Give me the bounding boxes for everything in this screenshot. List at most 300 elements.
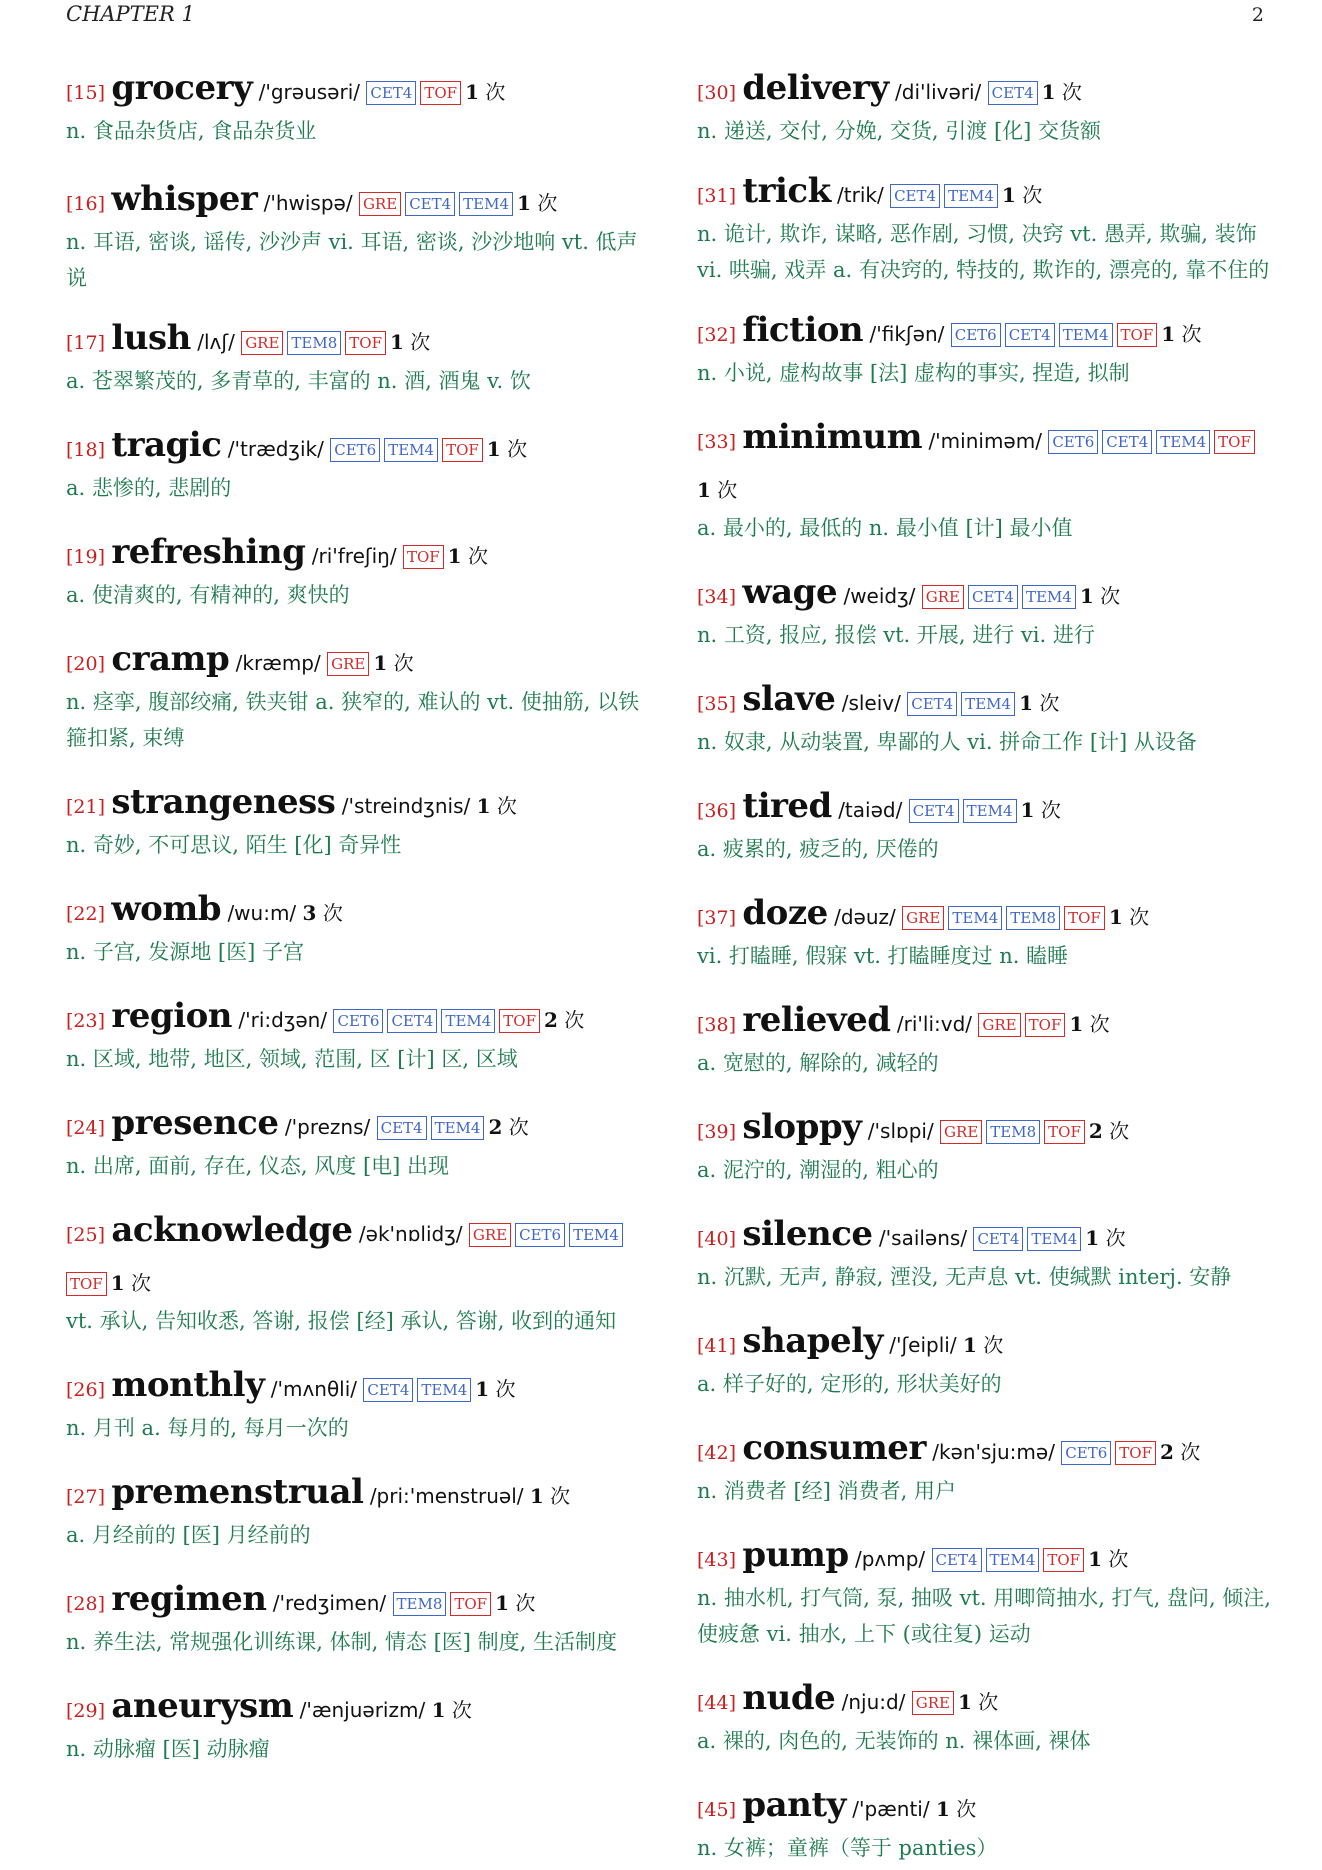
headword: pump <box>742 1535 849 1575</box>
entry-headline <box>66 64 640 117</box>
exam-tag: CET4 <box>890 184 940 208</box>
frequency-count <box>1161 322 1201 346</box>
definition: n. 消费者 [经] 消费者, 用户 <box>697 1479 956 1503</box>
frequency-unit: 次 <box>495 1377 516 1401</box>
headword: regimen <box>111 1579 267 1619</box>
pronunciation: /ək'nɒlidʒ/ <box>358 1222 463 1246</box>
vocab-entry <box>66 1575 640 1660</box>
definition: n. 抽水机, 打气筒, 泵, 抽吸 vt. 用唧筒抽水, 打气, 盘问, 倾注, 使疲惫 vi. 抽水, 上下 (或往复) 运动 <box>697 1586 1271 1646</box>
exam-tag: CET6 <box>333 1009 383 1033</box>
definition: n. 诡计, 欺诈, 谋略, 恶作剧, 习惯, 决窍 vt. 愚弄, 欺骗, 装饰 vi. 哄骗, 戏弄 a. 有决窍的, 特技的, 欺诈的, 漂亮的, 靠不住的 <box>697 222 1270 282</box>
pronunciation: /'ænjuərizm/ <box>299 1698 426 1722</box>
frequency-number: 1 <box>486 437 501 461</box>
frequency-count <box>303 901 343 925</box>
vocab-entry <box>66 885 640 970</box>
entry-index: [33] <box>697 431 737 453</box>
frequency-count <box>517 191 557 215</box>
pronunciation: /sleiv/ <box>841 691 901 715</box>
frequency-count <box>390 330 430 354</box>
frequency-number: 1 <box>1001 183 1016 207</box>
exam-tag: TOF <box>450 1592 491 1616</box>
frequency-count <box>1088 1547 1128 1571</box>
exam-tag: TEM4 <box>441 1009 495 1033</box>
definition: n. 区域, 地带, 地区, 领域, 范围, 区 [计] 区, 区域 <box>66 1047 518 1071</box>
pronunciation: /'sailəns/ <box>878 1226 968 1250</box>
entry-index: [24] <box>66 1117 106 1139</box>
vocab-entry <box>697 1781 1272 1866</box>
frequency-unit: 次 <box>983 1333 1004 1357</box>
exam-tag: CET4 <box>907 692 957 716</box>
entry-headline <box>66 314 640 367</box>
frequency-count <box>963 1333 1003 1357</box>
entry-index: [20] <box>66 653 106 675</box>
definition: n. 食品杂货店, 食品杂货业 <box>66 119 317 143</box>
frequency-count <box>1069 1012 1109 1036</box>
frequency-count <box>544 1008 584 1032</box>
frequency-count <box>958 1690 998 1714</box>
frequency-count <box>465 80 505 104</box>
vocab-entry <box>66 175 640 296</box>
entry-index: [28] <box>66 1593 106 1615</box>
entry-index: [17] <box>66 332 106 354</box>
exam-tag: GRE <box>327 652 369 676</box>
exam-tag: CET4 <box>968 585 1018 609</box>
headword: wage <box>742 572 838 612</box>
frequency-count <box>448 544 488 568</box>
frequency-count <box>1021 798 1061 822</box>
exam-tag: TOF <box>1214 430 1255 454</box>
definition: a. 苍翠繁茂的, 多青草的, 丰富的 n. 酒, 酒鬼 v. 饮 <box>66 369 531 393</box>
frequency-count <box>475 1377 515 1401</box>
definition: a. 裸的, 肉色的, 无装饰的 n. 裸体画, 裸体 <box>697 1729 1091 1753</box>
entry-headline <box>697 1781 1272 1834</box>
frequency-unit: 次 <box>717 478 738 502</box>
headword: fiction <box>742 310 864 350</box>
frequency-unit: 次 <box>1105 1226 1126 1250</box>
vocab-entry <box>66 314 640 399</box>
vocab-entry <box>697 167 1272 288</box>
entry-index: [16] <box>66 193 106 215</box>
definition: a. 悲惨的, 悲剧的 <box>66 476 232 500</box>
definition: n. 女裤；童裤（等于 panties） <box>697 1836 998 1860</box>
pronunciation: /'pænti/ <box>852 1797 930 1821</box>
frequency-number: 1 <box>958 1690 972 1714</box>
pronunciation: /trik/ <box>837 183 884 207</box>
frequency-number: 1 <box>1069 1012 1084 1036</box>
exam-tag: TEM4 <box>431 1116 485 1140</box>
vocab-entry <box>697 1531 1272 1652</box>
exam-tag: TEM4 <box>948 906 1002 930</box>
frequency-unit: 次 <box>507 437 528 461</box>
definition: vi. 打瞌睡, 假寐 vt. 打瞌睡度过 n. 瞌睡 <box>697 944 1069 968</box>
definition: n. 沉默, 无声, 静寂, 湮没, 无声息 vt. 使缄默 interj. 安静 <box>697 1265 1232 1289</box>
pronunciation: /'prezns/ <box>284 1115 371 1139</box>
exam-tag: CET4 <box>909 799 959 823</box>
definition: n. 递送, 交付, 分娩, 交货, 引渡 [化] 交货额 <box>697 119 1102 143</box>
definition: a. 最小的, 最低的 n. 最小值 [计] 最小值 <box>697 516 1073 540</box>
exam-tag: TEM4 <box>569 1223 623 1247</box>
frequency-unit: 次 <box>1181 322 1202 346</box>
headword: slave <box>742 679 836 719</box>
exam-tag: TOF <box>1117 323 1158 347</box>
pronunciation: /pʌmp/ <box>854 1547 926 1571</box>
frequency-number: 1 <box>110 1271 125 1295</box>
pronunciation: /lʌʃ/ <box>197 330 235 354</box>
vocab-entry <box>66 1099 640 1184</box>
entry-headline <box>697 782 1272 835</box>
entry-index: [43] <box>697 1549 737 1571</box>
vocab-entry <box>697 889 1272 974</box>
frequency-unit: 次 <box>1040 798 1061 822</box>
entry-headline <box>66 1575 640 1628</box>
frequency-count <box>495 1591 535 1615</box>
entry-headline <box>697 1317 1272 1370</box>
exam-tag: TEM4 <box>1156 430 1210 454</box>
headword: nude <box>742 1678 836 1718</box>
frequency-unit: 次 <box>1039 691 1060 715</box>
frequency-count <box>530 1484 570 1508</box>
pronunciation: /'trædʒik/ <box>227 437 324 461</box>
definition: n. 月刊 a. 每月的, 每月一次的 <box>66 1416 349 1440</box>
vocab-entry <box>66 992 640 1077</box>
definition: a. 月经前的 [医] 月经前的 <box>66 1523 311 1547</box>
headword: grocery <box>111 68 253 108</box>
pronunciation: /di'livəri/ <box>895 80 982 104</box>
entry-headline <box>66 175 640 228</box>
vocab-entry <box>697 1317 1272 1402</box>
exam-tag: TEM8 <box>986 1120 1040 1144</box>
entry-index: [21] <box>66 796 106 818</box>
headword: whisper <box>111 179 258 219</box>
pronunciation: /ri'li:vd/ <box>896 1012 973 1036</box>
headword: lush <box>111 318 191 358</box>
frequency-unit: 次 <box>564 1008 585 1032</box>
definition: n. 工资, 报应, 报偿 vt. 开展, 进行 vi. 进行 <box>697 623 1095 647</box>
exam-tag: TEM4 <box>944 184 998 208</box>
exam-tag: TEM4 <box>417 1378 471 1402</box>
entry-headline <box>697 306 1272 359</box>
exam-tag: TOF <box>1064 906 1105 930</box>
exam-tag: TOF <box>442 438 483 462</box>
definition: n. 奴隶, 从动装置, 卑鄙的人 vi. 拼命工作 [计] 从设备 <box>697 730 1197 754</box>
exam-tag: CET4 <box>363 1378 413 1402</box>
exam-tag: GRE <box>940 1120 982 1144</box>
frequency-count <box>1042 80 1082 104</box>
entry-index: [45] <box>697 1799 737 1821</box>
vocab-entry <box>66 1468 640 1553</box>
pronunciation: /'hwispə/ <box>263 191 353 215</box>
vocab-entry <box>697 675 1272 760</box>
frequency-unit: 次 <box>1022 183 1043 207</box>
frequency-number: 2 <box>488 1115 503 1139</box>
vocab-entry <box>66 1361 640 1446</box>
frequency-unit: 次 <box>410 330 431 354</box>
exam-tag: CET4 <box>1102 430 1152 454</box>
left-column <box>66 64 640 1767</box>
entry-headline <box>66 992 640 1045</box>
headword: presence <box>111 1103 279 1143</box>
pronunciation: /'slɒpi/ <box>867 1119 934 1143</box>
frequency-unit: 次 <box>537 191 558 215</box>
pronunciation: /'redʒimen/ <box>272 1591 387 1615</box>
frequency-number: 1 <box>962 1333 977 1357</box>
pronunciation: /ri'freʃiŋ/ <box>311 544 397 568</box>
headword: delivery <box>742 68 889 108</box>
frequency-unit: 次 <box>1100 584 1121 608</box>
vocab-entry <box>697 996 1272 1081</box>
entry-headline <box>697 1531 1272 1584</box>
definition: n. 奇妙, 不可思议, 陌生 [化] 奇异性 <box>66 833 402 857</box>
exam-tag: TEM4 <box>963 799 1017 823</box>
headword: strangeness <box>111 782 336 822</box>
frequency-unit: 次 <box>1109 1119 1130 1143</box>
frequency-unit: 次 <box>1089 1012 1110 1036</box>
vocab-entry <box>66 1206 640 1339</box>
page-number: 2 <box>1251 4 1264 26</box>
frequency-number: 1 <box>1079 584 1094 608</box>
definition: n. 小说, 虚构故事 [法] 虚构的事实, 捏造, 拟制 <box>697 361 1130 385</box>
frequency-unit: 次 <box>508 1115 529 1139</box>
entry-index: [15] <box>66 82 106 104</box>
frequency-number: 1 <box>529 1484 544 1508</box>
frequency-count <box>1160 1440 1200 1464</box>
frequency-count <box>488 1115 528 1139</box>
frequency-number: 1 <box>431 1698 446 1722</box>
entry-index: [31] <box>697 185 737 207</box>
entry-index: [38] <box>697 1014 737 1036</box>
frequency-count <box>111 1271 151 1295</box>
frequency-number: 1 <box>1041 80 1056 104</box>
exam-tag: TOF <box>1044 1120 1085 1144</box>
exam-tag: TOF <box>420 81 461 105</box>
vocab-entry <box>697 1103 1272 1188</box>
exam-tag: CET4 <box>988 81 1038 105</box>
definition: a. 使清爽的, 有精神的, 爽快的 <box>66 583 350 607</box>
vocab-entry <box>697 1210 1272 1295</box>
exam-tag: TOF <box>66 1272 107 1296</box>
frequency-count <box>1080 584 1120 608</box>
headword: consumer <box>742 1428 926 1468</box>
pronunciation: /'fikʃən/ <box>869 322 945 346</box>
frequency-number: 1 <box>373 651 388 675</box>
frequency-unit: 次 <box>956 1797 977 1821</box>
chapter-title: CHAPTER 1 <box>66 2 195 26</box>
exam-tag: GRE <box>922 585 964 609</box>
vocab-entry <box>66 64 640 149</box>
entry-headline <box>697 1103 1272 1156</box>
frequency-number: 1 <box>697 478 711 502</box>
entry-headline <box>66 1682 640 1735</box>
frequency-unit: 次 <box>393 651 414 675</box>
pronunciation: /'mʌnθli/ <box>270 1377 358 1401</box>
frequency-number: 1 <box>935 1797 950 1821</box>
frequency-unit: 次 <box>1061 80 1082 104</box>
exam-tag: GRE <box>978 1013 1020 1037</box>
vocab-entry <box>697 782 1272 867</box>
definition: n. 动脉瘤 [医] 动脉瘤 <box>66 1737 270 1761</box>
headword: monthly <box>111 1365 265 1405</box>
exam-tag: TEM4 <box>1027 1227 1081 1251</box>
right-column <box>697 64 1272 1866</box>
frequency-number: 1 <box>475 1377 490 1401</box>
entry-headline <box>697 568 1272 621</box>
entry-headline <box>697 1210 1272 1263</box>
entry-index: [37] <box>697 907 737 929</box>
headword: panty <box>742 1785 846 1825</box>
pronunciation: /weidʒ/ <box>843 584 916 608</box>
entry-headline <box>697 64 1272 117</box>
exam-tag: TEM8 <box>393 1592 447 1616</box>
exam-tag: CET4 <box>932 1548 982 1572</box>
frequency-count <box>373 651 413 675</box>
exam-tag: TEM4 <box>459 192 513 216</box>
headword: acknowledge <box>111 1210 353 1250</box>
entry-index: [42] <box>697 1442 737 1464</box>
headword: cramp <box>111 639 230 679</box>
entry-index: [23] <box>66 1010 106 1032</box>
headword: sloppy <box>742 1107 862 1147</box>
exam-tag: CET6 <box>330 438 380 462</box>
exam-tag: CET4 <box>1005 323 1055 347</box>
exam-tag: TEM4 <box>986 1548 1040 1572</box>
frequency-unit: 次 <box>978 1690 999 1714</box>
entry-headline <box>697 996 1272 1049</box>
definition: a. 泥泞的, 潮湿的, 粗心的 <box>697 1158 939 1182</box>
pronunciation: /taiəd/ <box>838 798 903 822</box>
entry-headline <box>697 1424 1272 1477</box>
entry-headline <box>66 1468 640 1521</box>
pronunciation: /'grəusəri/ <box>258 80 360 104</box>
exam-tag: GRE <box>912 1691 954 1715</box>
exam-tag: TEM4 <box>961 692 1015 716</box>
definition: n. 子宫, 发源地 [医] 子宫 <box>66 940 304 964</box>
exam-tag: GRE <box>469 1223 511 1247</box>
exam-tag: CET6 <box>1061 1441 1111 1465</box>
frequency-number: 2 <box>1160 1440 1174 1464</box>
vocab-entry <box>697 1674 1272 1759</box>
entry-index: [25] <box>66 1224 106 1246</box>
frequency-count <box>477 794 517 818</box>
headword: aneurysm <box>111 1686 294 1726</box>
entry-headline <box>66 1099 640 1152</box>
entry-index: [44] <box>697 1692 737 1714</box>
frequency-unit: 次 <box>515 1591 536 1615</box>
exam-tag: TEM4 <box>1059 323 1113 347</box>
frequency-count <box>1019 691 1059 715</box>
frequency-count <box>697 478 737 502</box>
entry-headline <box>66 1206 640 1307</box>
definition: a. 宽慰的, 解除的, 减轻的 <box>697 1051 939 1075</box>
frequency-number: 1 <box>476 794 491 818</box>
frequency-number: 1 <box>1108 905 1123 929</box>
entry-headline <box>66 1361 640 1414</box>
exam-tag: GRE <box>902 906 944 930</box>
pronunciation: /pri:'menstruəl/ <box>369 1484 524 1508</box>
frequency-unit: 次 <box>496 794 517 818</box>
vocab-entry <box>66 778 640 863</box>
frequency-number: 1 <box>495 1591 509 1615</box>
entry-index: [18] <box>66 439 106 461</box>
exam-tag: CET6 <box>515 1223 565 1247</box>
entry-index: [36] <box>697 800 737 822</box>
pronunciation: /kræmp/ <box>235 651 321 675</box>
frequency-number: 1 <box>447 544 462 568</box>
entry-headline <box>66 885 640 938</box>
frequency-count <box>1085 1226 1125 1250</box>
exam-tag: TOF <box>499 1009 540 1033</box>
definition: n. 养生法, 常规强化训练课, 体制, 情态 [医] 制度, 生活制度 <box>66 1630 618 1654</box>
pronunciation: /'streindʒnis/ <box>341 794 471 818</box>
pronunciation: /kən'sju:mə/ <box>932 1440 1055 1464</box>
frequency-unit: 次 <box>322 901 343 925</box>
headword: refreshing <box>111 532 306 572</box>
exam-tag: CET4 <box>377 1116 427 1140</box>
vocab-entry <box>697 1424 1272 1509</box>
exam-tag: TOF <box>1043 1548 1084 1572</box>
pronunciation: /'ʃeipli/ <box>889 1333 957 1357</box>
vocab-entry <box>66 528 640 613</box>
entry-index: [39] <box>697 1121 737 1143</box>
frequency-number: 1 <box>1161 322 1176 346</box>
vocab-entry <box>697 568 1272 653</box>
frequency-number: 2 <box>1088 1119 1103 1143</box>
entry-headline <box>697 167 1272 220</box>
vocab-entry <box>66 421 640 506</box>
frequency-unit: 次 <box>467 544 488 568</box>
entry-index: [41] <box>697 1335 737 1357</box>
headword: minimum <box>742 417 923 457</box>
frequency-number: 1 <box>1085 1226 1100 1250</box>
frequency-number: 3 <box>302 901 317 925</box>
frequency-unit: 次 <box>451 1698 472 1722</box>
entry-headline <box>697 889 1272 942</box>
frequency-unit: 次 <box>485 80 506 104</box>
entry-headline <box>66 528 640 581</box>
definition: a. 疲累的, 疲乏的, 厌倦的 <box>697 837 939 861</box>
definition: n. 出席, 面前, 存在, 仪态, 风度 [电] 出现 <box>66 1154 450 1178</box>
headword: tired <box>742 786 832 826</box>
exam-tag: GRE <box>359 192 401 216</box>
frequency-count <box>487 437 527 461</box>
exam-tag: TEM8 <box>287 331 341 355</box>
pronunciation: /wu:m/ <box>227 901 297 925</box>
frequency-number: 2 <box>544 1008 558 1032</box>
frequency-number: 1 <box>517 191 531 215</box>
headword: trick <box>742 171 831 211</box>
exam-tag: CET4 <box>387 1009 437 1033</box>
vocab-entry <box>66 635 640 756</box>
headword: region <box>111 996 233 1036</box>
pronunciation: /dəuz/ <box>834 905 896 929</box>
entry-index: [29] <box>66 1700 106 1722</box>
definition: n. 耳语, 密谈, 谣传, 沙沙声 vi. 耳语, 密谈, 沙沙地响 vt. 低声说 <box>66 230 638 290</box>
frequency-count <box>936 1797 976 1821</box>
exam-tag: GRE <box>241 331 283 355</box>
pronunciation: /'miniməm/ <box>928 429 1042 453</box>
headword: tragic <box>111 425 222 465</box>
headword: womb <box>111 889 222 929</box>
frequency-unit: 次 <box>550 1484 571 1508</box>
entry-headline <box>66 778 640 831</box>
frequency-count <box>432 1698 472 1722</box>
exam-tag: TEM4 <box>384 438 438 462</box>
frequency-number: 1 <box>390 330 404 354</box>
frequency-count <box>1109 905 1149 929</box>
frequency-count <box>1089 1119 1129 1143</box>
headword: shapely <box>742 1321 883 1361</box>
entry-index: [32] <box>697 324 737 346</box>
entry-headline <box>697 1674 1272 1727</box>
